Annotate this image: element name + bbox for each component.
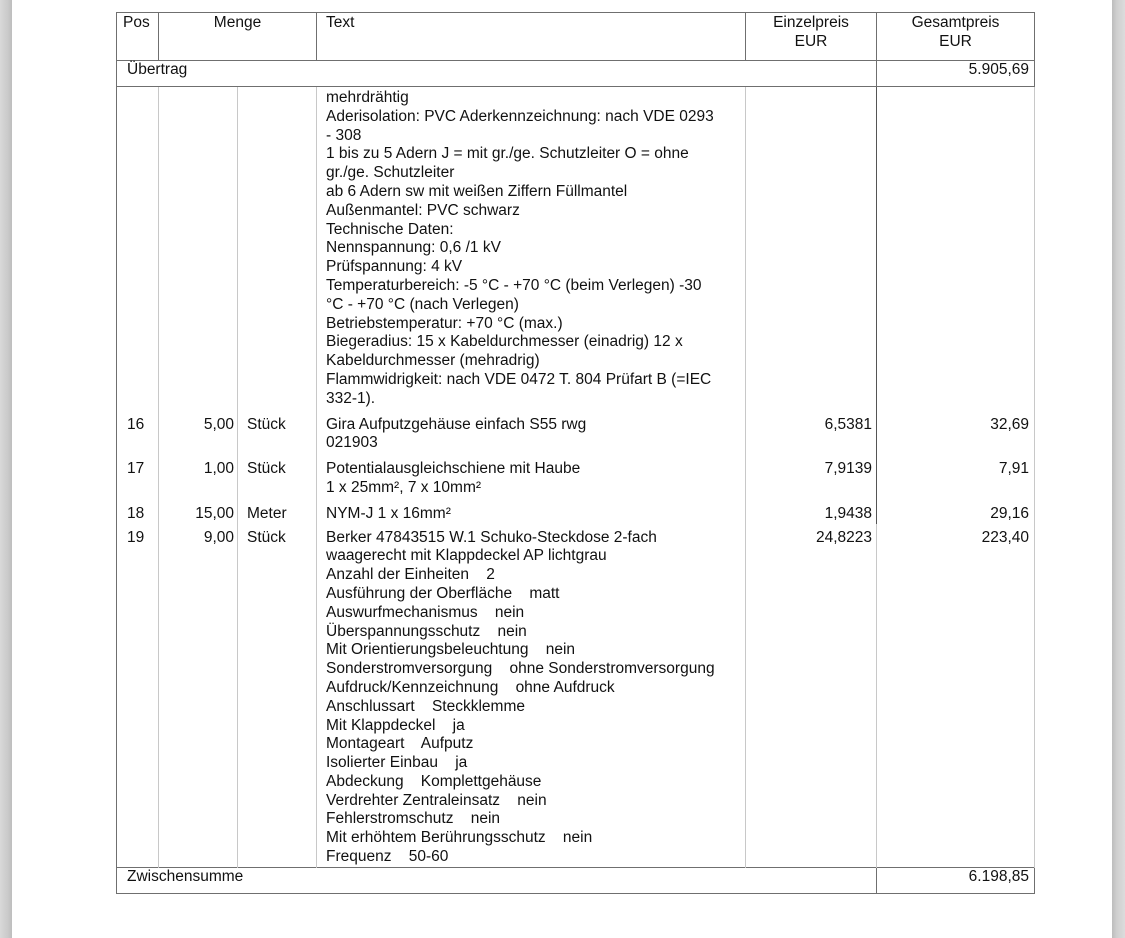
continuation-text	[317, 87, 746, 409]
text-line: waagerecht mit Klappdeckel AP lichtgrau	[326, 547, 607, 565]
item-qty: 5,00	[159, 409, 238, 454]
text-line: Isolierter Einbau ja	[326, 754, 468, 772]
text-line: Abdeckung Komplettgehäuse	[326, 772, 542, 790]
header-gesamtpreis	[877, 13, 1035, 61]
item-pos: 16	[117, 409, 159, 454]
text-line: Mit Orientierungsbeleuchtung nein	[326, 641, 576, 659]
continuation-row	[117, 87, 1035, 409]
text-line: °C - +70 °C (nach Verlegen)	[326, 295, 519, 313]
text-line: - 308	[326, 126, 362, 144]
item-pos: 17	[117, 453, 159, 498]
text-line: Überspannungsschutz nein	[326, 622, 527, 640]
text-line: Außenmantel: PVC schwarz	[326, 201, 520, 219]
continuation-pos	[117, 87, 159, 409]
invoice-table	[116, 12, 1035, 894]
text-line: Fehlerstromschutz nein	[326, 810, 501, 828]
text-line: Prüfspannung: 4 kV	[326, 258, 463, 276]
text-line: Biegeradius: 15 x Kabeldurchmesser (einadrig) 12 x	[326, 333, 683, 351]
subtotal-row	[117, 867, 1035, 893]
item-text	[317, 409, 746, 454]
continuation-unit-price	[746, 87, 877, 409]
item-total-price: 7,91	[877, 453, 1035, 498]
text-line: Anzahl der Einheiten 2	[326, 566, 495, 584]
item-pos: 19	[117, 524, 159, 868]
continuation-total-price	[877, 87, 1035, 409]
header-menge: Menge	[159, 13, 317, 61]
header-text: Text	[317, 13, 746, 61]
text-line: Auswurfmechanismus nein	[326, 603, 525, 621]
text-line: Ausführung der Oberfläche matt	[326, 584, 560, 602]
text-line: Flammwidrigkeit: nach VDE 0472 T. 804 Prüfart B (=IEC	[326, 370, 712, 388]
text-line: Verdrehter Zentraleinsatz nein	[326, 791, 547, 809]
item-text	[317, 524, 746, 868]
text-line: Berker 47843515 W.1 Schuko-Steckdose 2-fach	[326, 528, 657, 546]
item-unit: Meter	[238, 498, 317, 524]
item-qty: 15,00	[159, 498, 238, 524]
subtotal-label: Zwischensumme	[117, 867, 877, 893]
viewer-right-edge	[1112, 0, 1125, 938]
text-line: Mit Klappdeckel ja	[326, 716, 465, 734]
continuation-qty	[159, 87, 238, 409]
text-line: Betriebstemperatur: +70 °C (max.)	[326, 314, 563, 332]
table-row	[117, 453, 1035, 498]
header-einzelpreis-currency: EUR	[794, 33, 828, 50]
text-line: 1 x 25mm², 7 x 10mm²	[326, 478, 482, 496]
header-einzelpreis-label: Einzelpreis	[773, 14, 849, 31]
item-total-price: 32,69	[877, 409, 1035, 454]
header-einzelpreis	[746, 13, 877, 61]
carry-over-amount: 5.905,69	[877, 61, 1035, 87]
text-line: 332-1).	[326, 389, 376, 407]
text-line: 021903	[326, 434, 378, 452]
item-text	[317, 453, 746, 498]
text-line: Kabeldurchmesser (mehradrig)	[326, 352, 540, 370]
header-gesamtpreis-currency: EUR	[939, 33, 972, 50]
item-unit: Stück	[238, 524, 317, 868]
text-line: Frequenz 50-60	[326, 848, 449, 866]
text-line: Montageart Aufputz	[326, 735, 474, 753]
text-line: Gira Aufputzgehäuse einfach S55 rwg	[326, 415, 587, 433]
item-total-price: 223,40	[877, 524, 1035, 868]
viewer-left-edge	[0, 0, 12, 938]
subtotal-amount: 6.198,85	[877, 867, 1035, 893]
text-line: Aderisolation: PVC Aderkennzeichnung: nach VDE 0293	[326, 107, 714, 125]
item-unit-price: 6,5381	[746, 409, 877, 454]
table-row	[117, 524, 1035, 868]
item-unit: Stück	[238, 409, 317, 454]
item-pos: 18	[117, 498, 159, 524]
text-line: Mit erhöhtem Berührungsschutz nein	[326, 829, 593, 847]
item-unit-price: 24,8223	[746, 524, 877, 868]
carry-over-row	[117, 61, 1035, 87]
text-line: Anschlussart Steckklemme	[326, 697, 525, 715]
carry-over-label: Übertrag	[117, 61, 877, 87]
text-line: Potentialausgleichschiene mit Haube	[326, 460, 581, 478]
item-unit-price: 1,9438	[746, 498, 877, 524]
continuation-unit	[238, 87, 317, 409]
item-qty: 9,00	[159, 524, 238, 868]
header-gesamtpreis-label: Gesamtpreis	[911, 14, 1000, 31]
table-row	[117, 409, 1035, 454]
text-line: ab 6 Adern sw mit weißen Ziffern Füllmantel	[326, 182, 628, 200]
text-line: Aufdruck/Kennzeichnung ohne Aufdruck	[326, 678, 615, 696]
table-header-row	[117, 13, 1035, 61]
text-line: 1 bis zu 5 Adern J = mit gr./ge. Schutzleiter O = ohne	[326, 145, 689, 163]
text-line: NYM-J 1 x 16mm²	[326, 504, 451, 522]
item-unit: Stück	[238, 453, 317, 498]
header-pos: Pos	[117, 13, 159, 61]
document-page	[12, 0, 1112, 938]
item-unit-price: 7,9139	[746, 453, 877, 498]
text-line: Nennspannung: 0,6 /1 kV	[326, 239, 501, 257]
text-line: Sonderstromversorgung ohne Sonderstromversorgung	[326, 660, 715, 678]
text-line: Technische Daten:	[326, 220, 454, 238]
text-line: mehrdrähtig	[326, 89, 409, 106]
table-row	[117, 498, 1035, 524]
item-text	[317, 498, 746, 524]
item-total-price: 29,16	[877, 498, 1035, 524]
text-line: gr./ge. Schutzleiter	[326, 164, 455, 182]
item-qty: 1,00	[159, 453, 238, 498]
text-line: Temperaturbereich: -5 °C - +70 °C (beim Verlegen) -30	[326, 276, 702, 294]
